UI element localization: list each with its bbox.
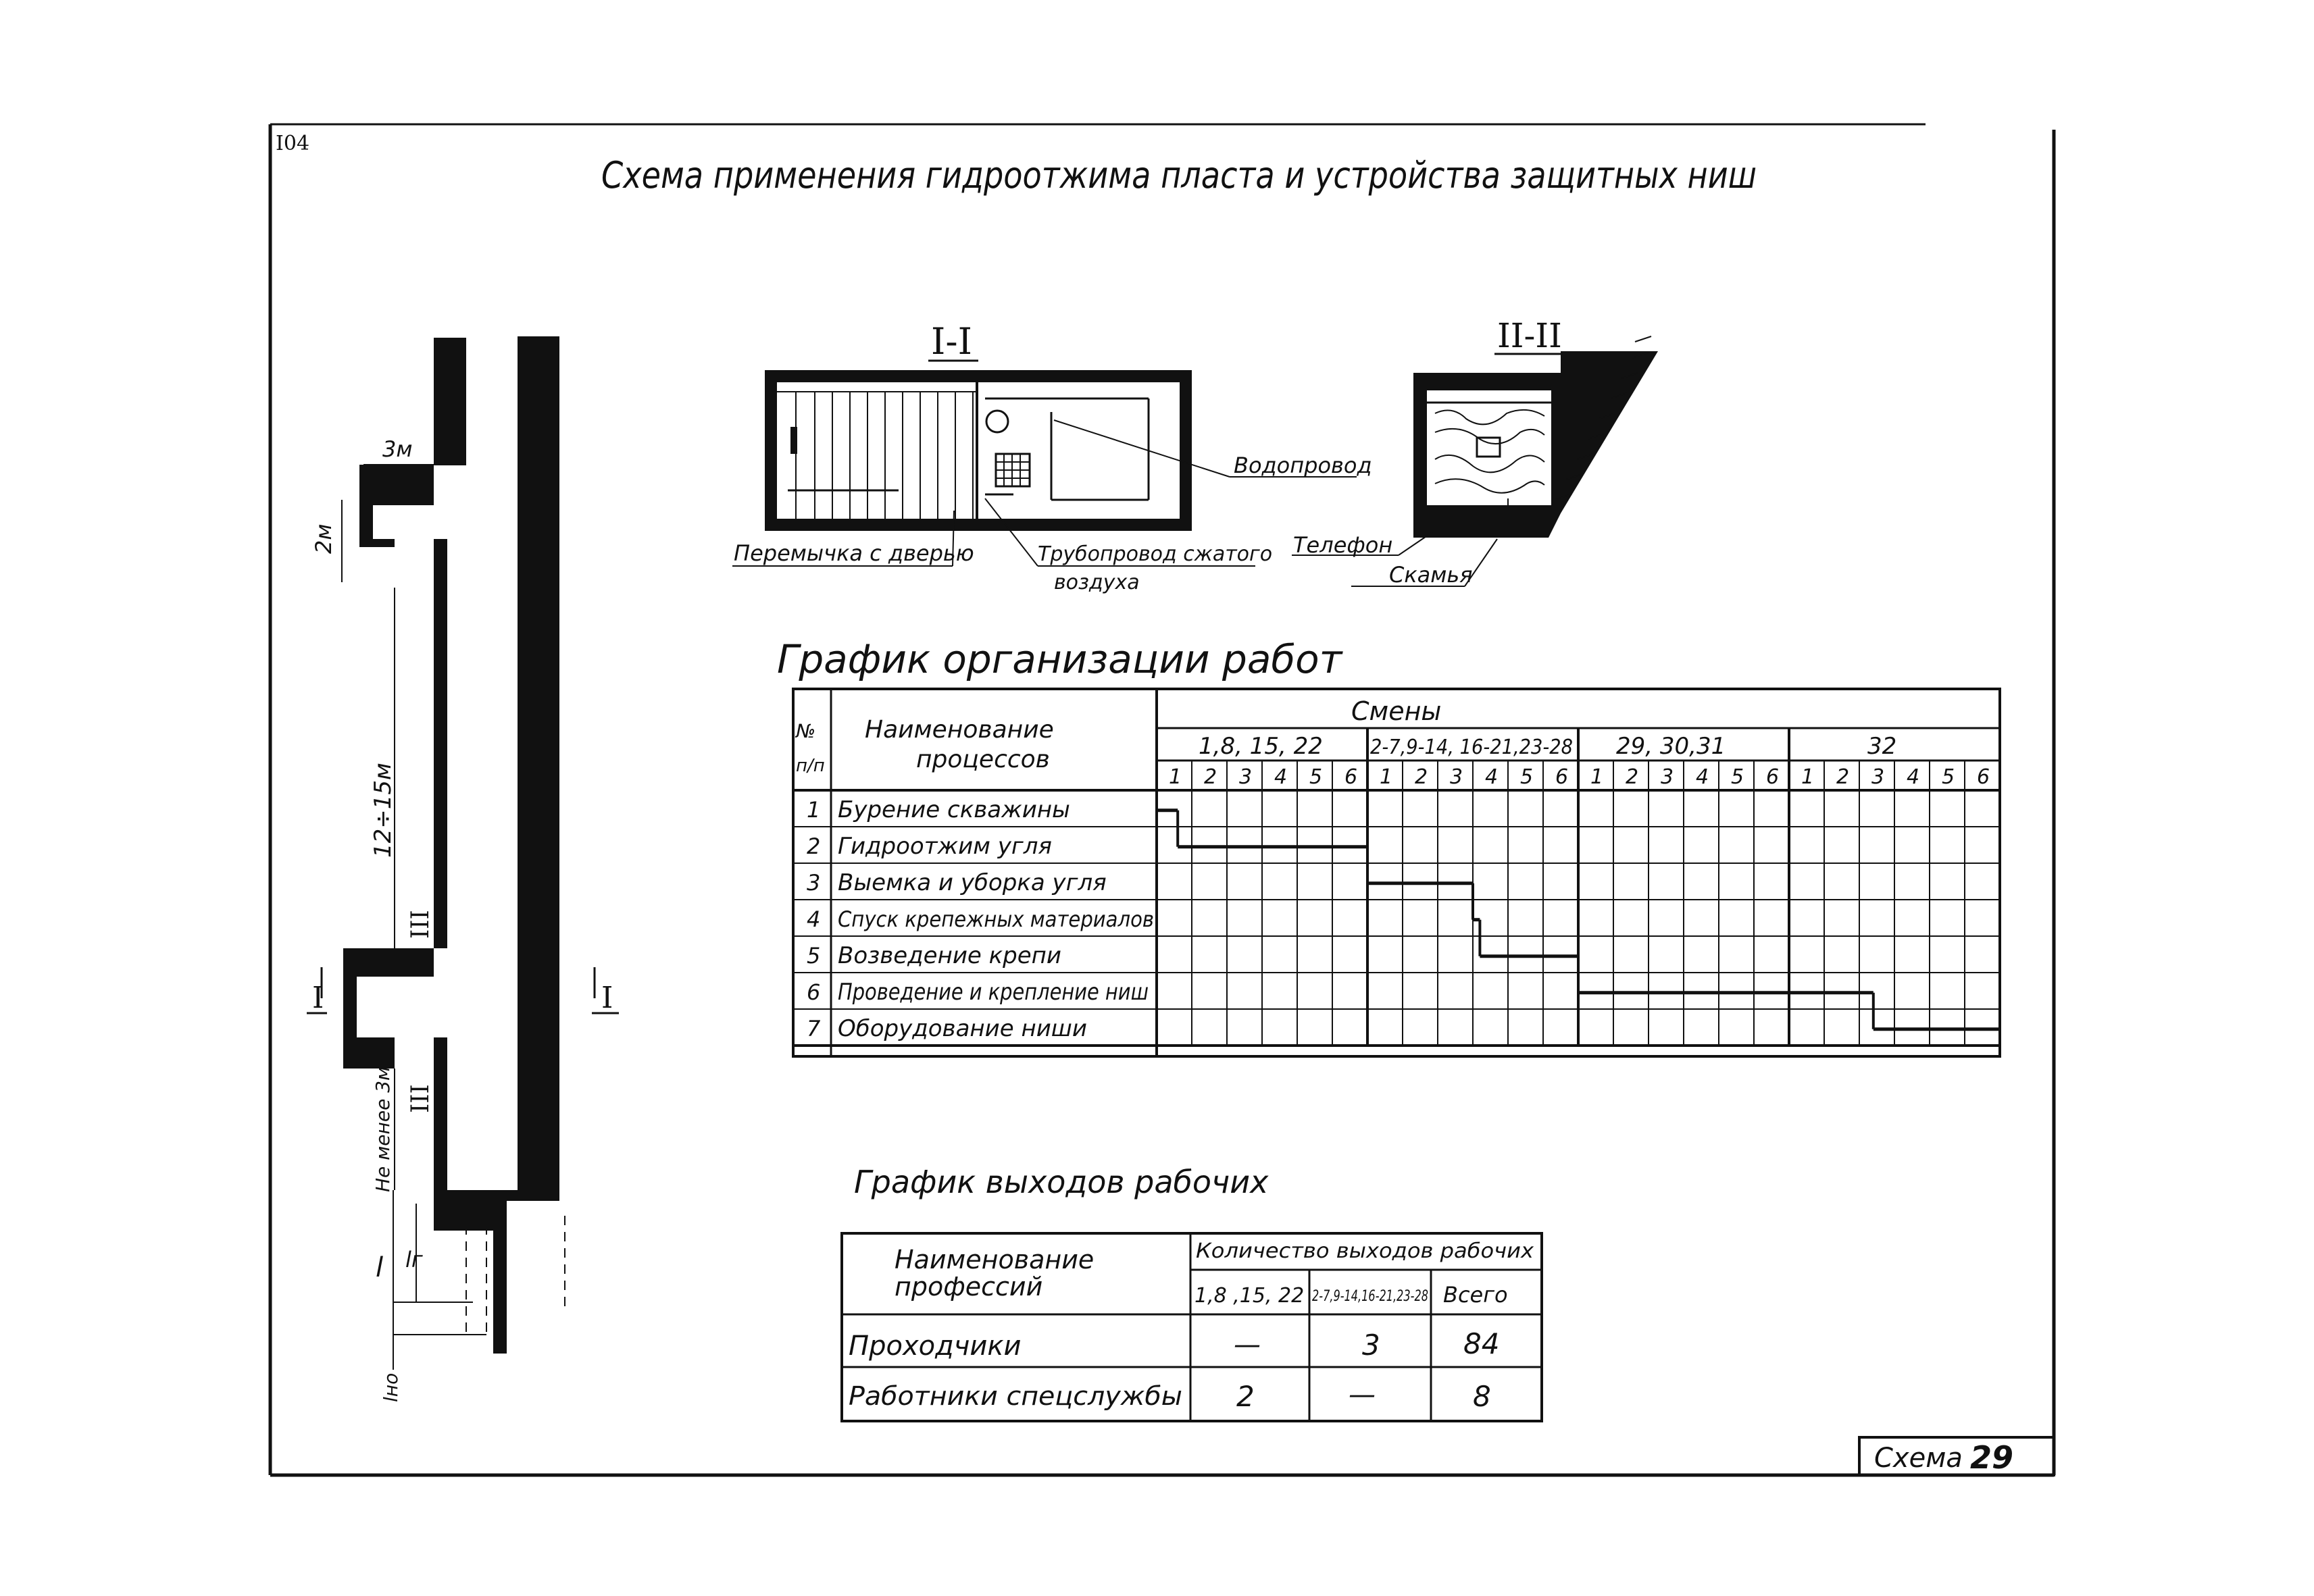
workers-schedule-title: График выходов рабочих [854,1164,1269,1200]
shift-number: 5 [1942,765,1955,789]
worker-row-c2: 3 [1362,1329,1380,1362]
shift-number: 4 [1696,765,1709,789]
stamp-label: Схема [1874,1443,1963,1474]
shift-number: 6 [1344,765,1358,789]
label-bench: Скамья [1389,562,1473,588]
sub-col-total: Всего [1443,1282,1508,1308]
work-schedule [777,636,2000,1056]
worker-row-name: Работники спецслужбы [849,1381,1182,1411]
section-mark-left: I [312,981,324,1015]
section-mark-right: I [601,981,613,1015]
mark-l: l [376,1252,384,1283]
label-air-pipe-2: воздуха [1054,571,1140,594]
label-water-pipe: Водопровод [1234,453,1372,478]
shift-number: 5 [1520,765,1534,789]
shift-number: 2 [1836,765,1850,789]
shift-number: 2 [1204,765,1217,789]
worker-row-total: 8 [1473,1380,1491,1413]
shift-number: 5 [1309,765,1323,789]
process-row-no: 2 [807,833,821,859]
worker-row-c2: — [1349,1379,1376,1410]
shift-number: 3 [1661,765,1674,789]
process-row-no: 1 [807,797,821,823]
label-partition-door: Перемычка с дверью [734,540,974,566]
scheme-stamp [1859,1437,2054,1476]
shift-number: 1 [1380,765,1393,789]
shift-number: 5 [1731,765,1744,789]
mark-section-3-lower: III [407,1084,434,1113]
shift-number: 4 [1274,765,1288,789]
mark-lno: lно [380,1372,402,1402]
section-1-1 [732,320,1372,594]
shift-number: 4 [1907,765,1920,789]
section-2-title: II-II [1497,316,1562,355]
mark-lr: lг [405,1247,423,1272]
page-title: Схема применения гидроотжима пласта и устройства защитных ниш [601,154,1757,197]
process-row-no: 5 [807,943,821,969]
label-telephone: Телефон [1293,532,1393,558]
section-2-2 [1292,316,1658,588]
shift-number: 2 [1626,765,1639,789]
work-schedule-title: График организации работ [777,636,1342,682]
workers-schedule [842,1164,1542,1421]
dim-12-15m: 12÷15м [370,763,397,858]
col-process-name-2: процессов [916,746,1050,773]
worker-row-name: Проходчики [849,1331,1022,1362]
process-rows [807,796,1154,1042]
shift-group-4: 32 [1867,733,1897,760]
process-row-name: Спуск крепежных материалов [838,906,1154,932]
shift-number: 6 [1977,765,1990,789]
worker-row-c1: 2 [1236,1380,1255,1413]
col-profession-2: профессий [895,1272,1043,1302]
label-air-pipe-1: Трубопровод сжатого [1038,542,1273,566]
worker-row-total: 84 [1463,1327,1500,1360]
process-row-name: Проведение и крепление ниш [838,979,1149,1006]
process-row-name: Гидроотжим угля [838,833,1052,860]
process-row-name: Возведение крепи [838,942,1062,969]
worker-row-c1: — [1234,1329,1261,1360]
sub-col-1: 1,8 ,15, 22 [1194,1284,1305,1308]
mark-section-3-upper: III [407,910,434,939]
grid-panel [996,454,1030,486]
sub-col-2: 2-7,9-14,16-21,23-28 [1312,1288,1428,1305]
shift-number: 3 [1871,765,1885,789]
shift-number: 6 [1555,765,1569,789]
col-worker-count: Количество выходов рабочих [1196,1239,1534,1263]
shift-group-3: 29, 30,31 [1616,733,1726,760]
shift-number: 1 [1169,765,1182,789]
col-profession-1: Наименование [895,1245,1095,1275]
shift-number: 1 [1801,765,1815,789]
plan-view [307,336,619,1402]
shift-number: 3 [1239,765,1253,789]
shift-number: 6 [1766,765,1780,789]
shift-number: 4 [1485,765,1499,789]
shift-group-1: 1,8, 15, 22 [1199,733,1323,760]
stamp-number: 29 [1970,1439,2014,1476]
lagging [777,382,977,519]
process-row-name: Выемка и уборка угля [838,869,1107,896]
process-row-no: 4 [807,906,821,932]
dim-3m: 3м [382,436,413,462]
process-row-no: 6 [807,979,821,1005]
shift-number: 1 [1590,765,1604,789]
dim-2m: 2м [311,523,336,554]
process-row-no: 3 [807,870,821,896]
shift-group-2: 2-7,9-14, 16-21,23-28 [1370,736,1573,759]
shift-number: 2 [1415,765,1428,789]
dim-not-less-3m: Не менее 3м [372,1066,394,1192]
process-row-name: Бурение скважины [838,796,1070,823]
col-process-name-1: Наименование [865,716,1054,744]
col-no-sub: п/п [796,756,825,776]
col-no: № [796,720,816,742]
process-row-no: 7 [807,1016,821,1041]
page-number: I04 [276,132,310,155]
process-row-name: Оборудование ниши [838,1015,1088,1042]
shift-number: 3 [1450,765,1463,789]
section-1-title: I-I [931,320,972,363]
col-shifts: Смены [1351,696,1442,726]
